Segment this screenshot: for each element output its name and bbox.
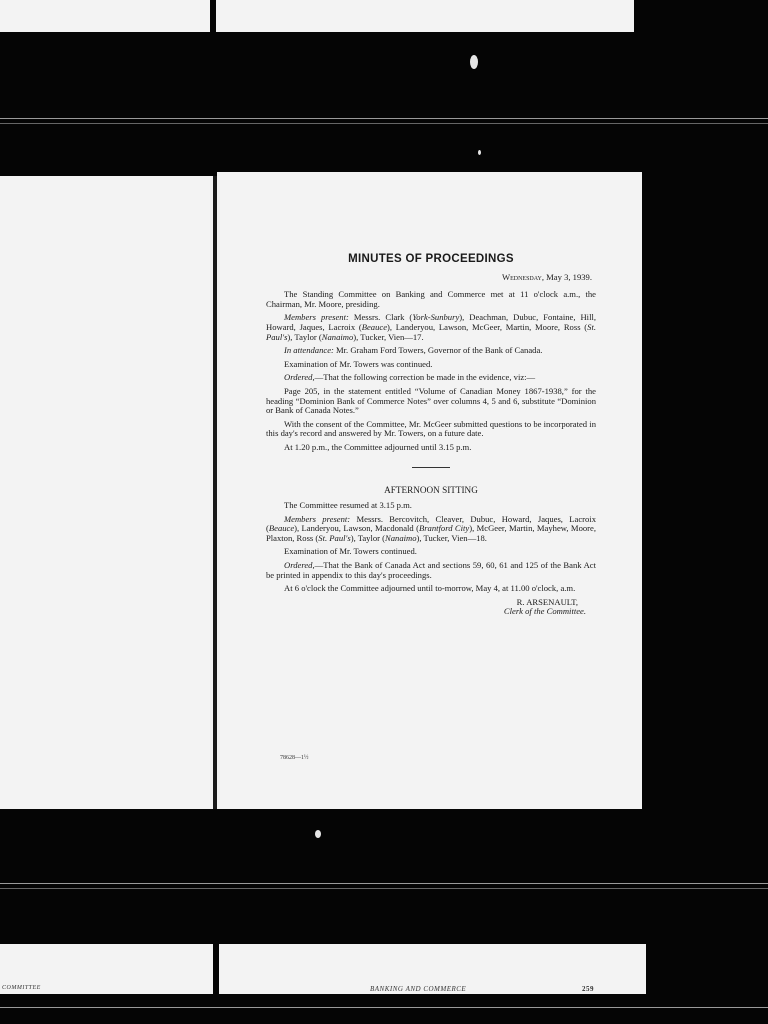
ordered-paragraph (266, 373, 596, 383)
riding-name: Brantford City (418, 523, 470, 534)
text-run: Mr. Graham Ford Towers, Governor of the Bank of Canada. (333, 345, 543, 356)
page-number: 259 (582, 985, 594, 993)
adjourned-paragraph: At 1.20 p.m., the Committee adjourned until 3.15 p.m. (284, 441, 472, 452)
resumed-paragraph: The Committee resumed at 3.15 p.m. (284, 500, 412, 511)
text-run: ), Deachman, Dubuc, Fontaine, Hill, Howard, Jaques, Lacroix ( (266, 312, 596, 332)
members-present-label: Members present: (284, 312, 349, 323)
text-run: ), Taylor ( (287, 331, 322, 342)
film-rule (0, 118, 768, 119)
left-page (0, 176, 213, 809)
running-head: BANKING AND COMMERCE (370, 985, 467, 993)
text-run: ), McGeer, Martin, Mayhew, Moore, Plaxton, Ross ( (266, 523, 596, 543)
riding-name: St. Paul's (266, 321, 596, 342)
examination-paragraph: Examination of Mr. Towers was continued. (284, 358, 433, 369)
text-run: ), Taylor ( (350, 532, 386, 543)
ordered-label: Ordered, (284, 372, 315, 383)
text-run: Messrs. Bercovitch, Cleaver, Dubuc, Howard, Jaques, Lacroix ( (266, 513, 596, 534)
text-run: ), Tucker, Vien—17. (353, 331, 424, 342)
afternoon-adjourned-paragraph: At 6 o'clock the Committee adjourned until to-morrow, May 4, at 11.00 o'clock, a.m. (284, 583, 576, 594)
members-present-label: Members present: (284, 513, 351, 524)
text-run: ), Landeryou, Lawson, Macdonald ( (294, 523, 419, 534)
signature-name: R. ARSENAULT, (516, 596, 578, 607)
minutes-document (266, 252, 596, 617)
film-rule (0, 883, 768, 884)
riding-name: Nanaimo (321, 331, 354, 342)
previous-right-page (216, 0, 634, 32)
riding-name: Beauce (268, 523, 295, 534)
text-run: —That the Bank of Canada Act and sections 59, 60, 61 and 125 of the Bank Act be printed in appendix to this day's proceedings. (266, 560, 596, 580)
afternoon-examination-paragraph: Examination of Mr. Towers continued. (284, 546, 417, 557)
correction-paragraph: Page 205, in the statement entitled “Volume of Canadian Money 1867-1938,” for the heading “Dominion Bank of Commerce Notes” over columns 4, 5 and 6, substitute “Dominion or Bank of Canada Notes.” (266, 385, 596, 416)
footer-code: 78628—1½ (280, 755, 309, 761)
riding-name: St. Paul's (318, 532, 351, 543)
attendance-label: In attendance: (284, 345, 334, 356)
members-present-paragraph (266, 313, 596, 342)
section-divider (412, 467, 450, 468)
text-run: ), Tucker, Vien—18. (416, 532, 487, 543)
date-weekday: Wednesday, (501, 271, 545, 282)
ordered-label: Ordered, (284, 560, 315, 571)
opening-paragraph: The Standing Committee on Banking and Commerce met at 11 o'clock a.m., the Chairman, Mr. Moore, presiding. (266, 289, 596, 309)
date-rest: May 3, 1939. (544, 271, 592, 282)
film-rule (0, 888, 768, 889)
attendance-paragraph (266, 346, 596, 356)
text-run: ), Landeryou, Lawson, McGeer, Martin, Moore, Ross ( (387, 321, 588, 332)
consent-paragraph: With the consent of the Committee, Mr. McGeer submitted questions to be incorporated in this day's record and answered by Mr. Towers, on a future date. (266, 418, 596, 439)
riding-name: Nanaimo (385, 532, 417, 543)
afternoon-ordered-paragraph (266, 561, 596, 580)
text-run: Messrs. Clark ( (348, 312, 413, 323)
next-left-header: COMMITTEE (2, 985, 41, 991)
film-rule (0, 123, 768, 124)
film-speck (478, 150, 481, 155)
film-rule (0, 1007, 768, 1008)
text-run: —That the following correction be made in the evidence, viz:— (314, 372, 536, 383)
previous-left-page (0, 0, 210, 32)
riding-name: Beauce (361, 321, 388, 332)
film-speck (470, 55, 478, 69)
film-speck (315, 830, 321, 838)
signature-title: Clerk of the Committee. (503, 606, 586, 617)
document-title: MINUTES OF PROCEEDINGS (348, 253, 514, 265)
riding-name: York-Sunbury (412, 312, 460, 323)
afternoon-title: AFTERNOON SITTING (384, 484, 478, 495)
afternoon-members-paragraph (266, 515, 596, 544)
meeting-date (266, 273, 592, 283)
